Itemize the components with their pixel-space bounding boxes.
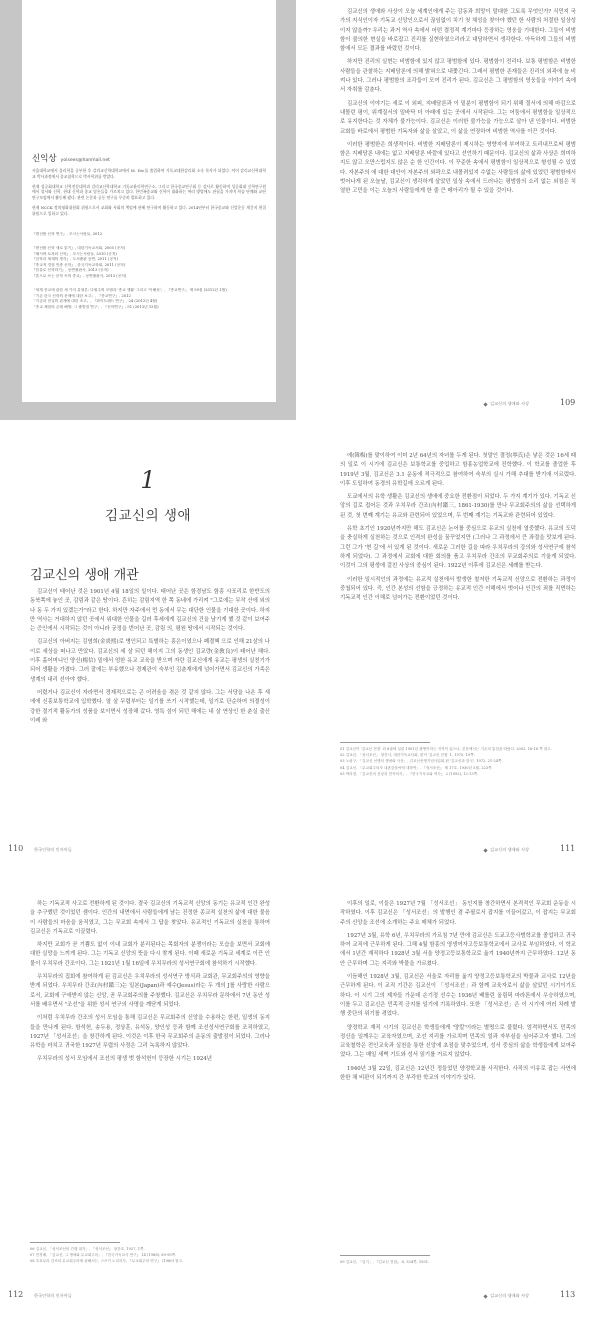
page-author-bio — [0, 0, 296, 420]
paragraph: 도쿄에서의 유학 생활은 김교신의 생애에 중요한 전환점이 되었다. 두 가지 계기가 있다. 기독교 신앙의 길로 접어든 것과 우치무라 간조(內村鑑三, 1861-1930)를 만나 무교회주의의 삶을 선택하게 된 것, 첫 번째 계기는 유교와 관련되어 있었으며, 두 번째 계기는 기독교와 관련되어 있었다. — [340, 494, 576, 519]
page-110 — [0, 446, 296, 866]
diamond-ornament-icon — [483, 848, 487, 852]
footnote: 03 노평구, 「김교신 선생의 생애와 사상」, 김교신선생기념사업회 편 '김교신과 한국', 1972, 21-24쪽. — [340, 759, 503, 764]
section-heading: 김교신의 생애 개관 — [30, 568, 139, 583]
footnotes — [340, 1259, 576, 1265]
paragraph: 에(韓梅)를 맞이하여 이미 2년 64년의 자녀를 두게 된다. 첫말인 결정(寧氏)은 낳은 것은 16세 때의 일로 이 시기에 김교신은 보통학교를 중업하고 함흥농업학교에 진학했다. 이 학교를 졸업한 후 1919년 3월, 김교신은 3.1 운동에 적극적으로 참여하여 숙부의 실시 가해 추대를 받기에 이르렀다. 이후 도일하여 동경의 유학길에 오르게 된다. — [340, 453, 576, 487]
footnote: 01 김교신이 '김교신 전집' 외 8권에 실린 1901년 출생이라는 지적이 있으나, 본문에서는 기존의 통설을 따랐다. 2002, 16-18 쪽 참고. — [340, 747, 552, 751]
chapter-title: 김교신의 생애 — [104, 508, 192, 524]
chapter-number: 1 — [140, 466, 156, 494]
running-head: 김교신의 생애와 사상 — [484, 1293, 529, 1299]
page-number: 109 — [560, 398, 576, 407]
books-list — [32, 246, 266, 280]
paragraph: 이후의 일로, 이들은 1927년 7월 「성서조선」 동인지를 창간하면서 본격적인 무교회 운동을 시작하였다. 이후 김교신은 「성서조선」의 발행인 겸 주필로서 잡지를 이끌어갔고, 이 잡지는 무교회주의 신앙을 조선에 소개하는 주요 매체가 되었다. — [340, 901, 576, 926]
footnote: 05 박의경, 「김교신의 신앙과 민족의식」, 『한국기독교와 역사』 2 (1992), 12-13쪽. — [340, 771, 479, 776]
footnote-rule — [30, 1242, 120, 1243]
running-head: 김교신의 생애와 사상 — [484, 847, 529, 853]
book-item: 『신학과 세계의 생각』, 도서출판 동연, 2011 (공저) — [32, 257, 119, 262]
book-item: 『혼으로 쓰는 문학 속의 종교』, 동연출판사, 2013 (공저) — [32, 273, 127, 278]
paper-item: 「세계 종교에 관한 세 가지 유형론: 다원주의 모델과 '종교 생활' 그리고 '이해성'」, 『종교연구』 제 59집 (2012년 1월) — [32, 288, 227, 292]
intro-paragraph: 현재 NCCK 정의평화위원회 위원으로서 교회와 사회의 책임에 관해 연구하며 활동하고 있다. 2014년부터 한국종교와 신앙운동 계간지 편집위원으로 일하고 있다. — [32, 204, 266, 216]
page-112 — [0, 892, 296, 1312]
footnote: 02 김교신, 「성서조선」 창간사, 대한기독교서회, 편저 '김교신 전집' 1, 1975, 19쪽. — [340, 753, 475, 758]
intro-paragraph: 서울대학교에서 물리학을 공부한 후 감리교신학대학교에서 M. Div.를 졸업하여 기독교대한감리회 소속 목사가 되었다. 이어 감리교신학대학교 박사과정에서 종교철학으로 박사학위를 받았다. — [32, 168, 266, 179]
running-head: 한국인학의 인자아들 — [34, 847, 72, 852]
paragraph: 김교신이 태어난 것은 1901년 4월 18일의 일이다. 태어난 곳은 함경남도 함흥 사포리로 한반도의 동북쪽에 놓인 곳, 감림과 같은 땅이다. 흔히는 감림지역 한 쪽 동네에 가리켜 "그로에는 무작 산에 외의 나 동 두 가지 있겠는가"라고 한다. 하지만 자주에서 먼 동에서 무는 대단한 인물을 기대한 곳이다. 하지만 역사는 거대하지 않던 곳에서 위대한 인물을 길러 후세에게 김교신의 건을 남기게 했 것 같이 보여주는 증인에서 시작되는 것이 아니라 궁정을 번어난 곳, 감림 의, 평원 땅에서 시작되는 것이다. — [30, 589, 270, 633]
book-item: 『변선환 신학 연구』, 모시는사람들, 2012 — [32, 232, 103, 236]
spread-pages-110-111 — [0, 446, 600, 866]
page-113 — [304, 892, 600, 1312]
page-number: 113 — [560, 1290, 576, 1299]
author-email: yoisees@hanmail.net — [60, 158, 110, 163]
footnote-rule — [340, 742, 430, 743]
intro-paragraph: 현재 성공회대학교 신학전문대학과 감리교신학대학교 기독교윤리학연구소, 그리고 한국종교연구회 등 강사로 활동하며 성공회대 신학연구원에서 성서와 신학, 현대 신학과 종교 담론들을 가르치고 있다. 한민족종교와 신학이 대화하는 여러 방법에도 관심을 가지며 학술 단체와 교단 연구모임에서 활동해 왔다. 관련 논문과 공동 연구를 꾸준히 발표하고 있다. — [32, 183, 266, 201]
paragraph: 이듬해인 1928년 3월, 김교신은 서울로 자리를 옮겨 양정고등보통학교의 박물과 교사로 12년을 근무하게 된다. 이 교직 기간은 김교신이 「성서조선」과 함께 교육자로서 삶을 살았던 시기이기도 하다. 이 시기 그의 제자들 가운데 손기정 선수는 1936년 베를린 올림픽 마라톤에서 우승하였으며, 이를 두고 김교신은 민족적 긍지를 일기에 기록하였다. 또한 「성서조선」은 이 시기에 여러 차례 발행 중단의 위기를 겪었다. — [340, 974, 576, 1018]
footnote: 08 우치무라 간조의 무교회주의에 관해서는, 스즈키 노리히사, 『무교회주의 연구』 (1980) 참고. — [30, 1259, 184, 1264]
book-item: 『변선환 신학 새로 읽기』, 대한기독교서회, 2005 (공저) — [32, 246, 126, 250]
body-text — [340, 452, 576, 732]
footnotes — [340, 746, 576, 777]
body-text — [30, 900, 270, 1202]
paragraph: 김교신의 생애와 사상이 오늘 세계인에게 주는 감동과 희망이 말대한 그토록 무엇인가? 식민지 국가의 지식인이자 기독교 신앙인으로서 끊임없이 치기 첫 체성을 찾아야 했던 한 사람의 처절한 일상성이지 않을까? 우리는 과거 역사 속에서 어떤 결정적 계기마다 등장하는 영웅을 기대한다. 그들이 비범함이 불의한 현실을 바로잡고 진리를 실현하였으리라고 대담하면서 생각한다. 아득하게 그들의 비범함에서 모든 결과를 바랐던 것이다. — [340, 9, 576, 53]
book-item: 『베시바 토착화 신학』, 모시는사람들, 2010 (공저) — [32, 251, 117, 256]
paper-item: 「종교 체험의 존재 해명: 그 출발점 연구」, 『신학연구』, 51 (2013년 12월) — [32, 304, 159, 309]
page-number: 112 — [8, 1290, 24, 1299]
footnote: 06 김교신, 「성서조선의 간행 취지」, 『성서조선』 창간호, 1927, 1쪽. — [30, 1247, 145, 1251]
paragraph: 김교신의 이야기는 새로 이 외피, 지배담론과 이 밑분이 평범함이 되기 위해 절서에 의해 마감으로 내몰린 평이, 위계질서의 밑바닥 더 아래에 있는 곳에서 시작된다. 그는 어둠에서 평범함을 일상적으로 유지한다는 것 자체가 불가능이다. 김교신은 이러한 불가능을 가능으로 살아 낸 인물이다. 비범한 교회들 바로에서 평범한 기독자와 삶을 살았고, 이 삶을 연장하여 비범한 역사를 이끈 것이다. — [340, 100, 576, 135]
page-number: 111 — [560, 844, 576, 853]
paragraph: 유학 초기인 1920년까지만 해도 김교신은 논어를 중심으로 유교의 실천에 열중했다. 유교의 도덕을 충실하게 실천하는 것으로 인격의 완성을 꿈꾸었지만 (그러나 그 과정에서 큰 좌절을 맛보게 된다. 그런 그가 '현 길'에 서 있게 된 것이다. 새로운 그러한 길을 따라 우치무라의 강의와 성서연구에 참석하게 되었다). 그 과정에서 교회에 대한 회의를 품고 우치무라 간조의 무교회주의로 기울게 되었다. 이것이 그의 평생에 걸친 사상의 중심이 된다. 1922년 이후에 김교신은 세례를 받는다. — [340, 526, 576, 570]
paragraph: 하는 기독교적 사고로 전환하게 된 것이다. 결국 김교신의 기독교적 신앙의 동기는 유교적 인간 완성을 추구했던 것이었던 셈이다. 인간의 내면에서 사람들에게 남는 진정한 종교적 실천의 삶에 대한 물음이 사람들의 마음을 움직였고, 그는 무교회 속에서 그 답을 찾았다. 유교적인 기독교의 실천을 통하여 김교신은 기독교로 이끌렸다. — [30, 901, 270, 935]
paper-item: 「기존 한국 신학의 문제에 대한 보고」, 『종교연구』, 2012 — [32, 293, 131, 298]
paragraph: 하지만 진리의 실현는 비범함에 있지 않고 평범함에 있다. 평범함이 전리다. 보통 평범함은 비범한 사람들을 관찰하는 지배담론에 의해 밝혀으로 내쫓긴다. 그래서 평범한 존재들은 진리의 외곽에 늘 비켜나 있다. 그러나 평범함의 조각들이 모여 진리가 된다. 김교신은 그 평범함의 영웅들을 이야기 속에서 자취를 감춘다. — [340, 59, 576, 94]
paragraph: 이처럼 우치무라 간조의 성서 모임을 통해 김교신은 무교회주의 신앙을 수용하는 한편, 일생의 동지들을 만나게 된다. 함석헌, 송두용, 정상훈, 유석동, 양인성 등과 함께 조선성서연구회를 조직하였고, 1927년 「성서조선」을 창간하게 된다. 이것은 이후 한국 무교회주의 운동의 출발점이 되었다. 그러나 유학을 마치고 귀국한 1927년 무렵의 사정은 그리 녹록하지 않았다. — [30, 1015, 270, 1050]
paper-item: 「기존과 현실의 관계에 대한 조고」, 『화이트헤드 연구』, 24 (2012년 4월) — [32, 299, 158, 304]
footnotes — [30, 1246, 270, 1265]
books-intro — [32, 232, 266, 238]
diamond-ornament-icon — [483, 402, 487, 406]
paragraph: 김교신의 아버지는 김염희(金炎熙)로 병인되고 특별하는 흥은이였으나 폐결핵 으로 인해 21살의 나이로 세상을 떠나고 만았다. 김교신의 세 살 되던 해이지 그의 동생인 김교량(金敎良)이 태어난 해다. 이후 홀어머니인 양신(楊信) 밑에서 엄한 유교 교육을 받으며 자란 김교신에게 유교는 평생의 실천기가 되어 생활을 가졌다. 그러 잘에는 부유했으나 경제관이 숙부인 김춘재에게 넘어가면서 김교신의 가족은 생계의 내리 선아야 했다. — [30, 639, 270, 683]
footnote: 07 민경배, 「김교신, 그 생애와 무교회주의」, 『한국기독교사 연구』 14 (1988), 89-95쪽. — [30, 1253, 177, 1258]
running-head: 한국인학의 인자아들 — [34, 1293, 72, 1298]
page-number: 110 — [8, 844, 24, 853]
author-intro — [32, 168, 266, 221]
body-text — [340, 8, 576, 386]
book-item: 『종교적 경험 민중 신학』, 한국기독교학회, 2011 (공저) — [32, 262, 126, 267]
papers-list — [32, 288, 266, 310]
page-109 — [304, 0, 600, 420]
bio-card — [22, 0, 276, 402]
spread-pages-112-113 — [0, 892, 600, 1312]
paragraph: 어렸거나 김교신이 자라면서 경제적으로는 곤 어려움을 겪은 것 같지 않다. 그는 서당을 나온 후 새에에 신흥보통학교에 입학했다. 열 살 무렵부터는 일기를 쓰기 시작했는데, 일기로 단순하여 의결성이 강한 절기적 활동가의 성품을 보이면서 성장해 갔다. 영특 섬이 되던 해에는 내 살 연상인 한 춘실 출신 이레 와 — [30, 689, 270, 724]
paragraph: 우치무라의 성서 모임에서 조선의 평생 벗 함석헌이 등장한 시기는 1924년 — [37, 1056, 212, 1063]
paragraph: 1927년 3월, 유학 6년, 우치무라의 가르침 7년 만에 김교신은 도쿄고등사범학교를 졸업하고 귀국하여 교직에 근무하게 된다. 그해 4월 함흥의 영생여자고등보통학교에서 교사로 부임하였다. 이 학교에서 1년간 재직하다 1928년 3월 서울 양정고등보통학교로 옮겨 1940년까지 근무하였다. 12년 동안 근무하며 그는 지리와 박물을 가르쳤다. — [340, 932, 576, 967]
body-text — [340, 900, 576, 1234]
spread-pages-108-109 — [0, 0, 600, 420]
paragraph: 우치무라의 집회에 참여하게 된 김교신은 우치무라의 성서연구 방식과 교회관, 무교회주의의 영향을 받게 되었다. 우치무라 간조(內村鑑三)는 일본(Japan)과 예수(Jesus)라는 두 개의 J를 사랑한 사람으로서, 교회에 구애받지 않는 신앙, 곧 무교회주의를 주창했다. 김교신은 우치무라 문하에서 7년 동안 성서를 배우면서 "조선"을 위한 성서 연구의 사명을 깨닫게 되었다. — [30, 974, 270, 1008]
paragraph: 이러한 일시적인의 과정에는 유교적 실천에서 발생한 철저한 기독교적 신앙으로 전환하는 과정이 중첩되어 있다. 즉, 인간 본성의 선함을 긍정하는 유교적 인간 이해에서 벗어나 인간의 죄를 직면하는 기독교적 인간 이해로 넘어가는 전환이었던 것이다. — [340, 576, 576, 602]
diamond-ornament-icon — [483, 1294, 487, 1298]
paragraph: 1940년 3월 22일, 김교신은 12년간 정들었던 양정학교를 사직한다. 사직의 이유로 잡는 사연에 한한 채 비판이 되기까지 간 부각한 학교의 이야기가 있다. — [340, 1065, 576, 1082]
paragraph: 이러한 평범한은 희생적이다. 비범한 지배담론이 제시하는 영향지에 부여하고 트리내므로써 평범함은 지배담론 내에는 없고 지배담론 바깥에 있다고 선언하기 때문이다. 김교신의 삶과 사상은 희미하지도 않고 오만스럽지도 않은 순 한 인간이다. 이 꾸준한 속에서 평범함이 일상적으로 형성될 수 있었다. 자본주의 에 대한 대안이 자본주의 외곽으로 내몰려있지 수없는 사람들의 삶에 있었던 평범함에서 벗어나게 된 오늘날, 김교신이 생각하게 살았던 일상 속에서 드러나는 평범함의 소리 없는 외침은 치열한 고민을 이는 오늘의 사람들에게 한 줄 큰 메아리가 될 수 있을 것이다. — [340, 141, 576, 195]
footnote: 04 김교신, 「무교회주의자 내촌감삼씨에 대하여」, 『성서조선』 제 17호, 1930년 5월, 223쪽. — [340, 765, 493, 770]
page-111 — [304, 446, 600, 866]
running-head: 김교신의 생애와 사상 — [484, 401, 529, 407]
body-text — [30, 588, 270, 828]
paragraph: 양정학교 재직 시기의 김교신은 학생들에게 '양칼'이라는 별명으로 불렸다. 엄격하면서도 민족의 정신을 일깨우는 교육자였으며, 조선 지리를 가르치며 민족의 얼과 자부심을 심어주고자 했다. 그의 교육철학은 전인교육과 실천을 통한 신앙에 초점을 맞추었으며, 성서 중심의 삶을 학생들에게 보여주었다. 그는 매일 새벽 기도와 성서 읽기를 거르지 않았다. — [340, 1024, 576, 1059]
footnote-rule — [340, 1255, 430, 1256]
paragraph: 하지만 교회가 곧 기쁨도 없이 이내 교회가 분리된다는 목회자의 분쟁이라는 모습을 보면서 교회에 대한 실망을 느끼게 된다. 그는 기독교 신앙의 뜻을 다시 찾게 된다. 이때 새로운 기독교 세계로 이끈 인물이 우치무라 간조이다. 그는 1921년 1월 16일에 우치무라의 성서연구회에 참석하기 시작했다. — [30, 942, 270, 967]
author-name: 신익상 yoisees@hanmail.net — [32, 154, 110, 164]
book-item: 『한류로 신학하기』, 동연출판사, 2013 (공저) — [32, 268, 109, 273]
footnote: 09 김교신, 「일기」, 『김교신 전집』 6, 324쪽, 1931. — [340, 1260, 430, 1264]
